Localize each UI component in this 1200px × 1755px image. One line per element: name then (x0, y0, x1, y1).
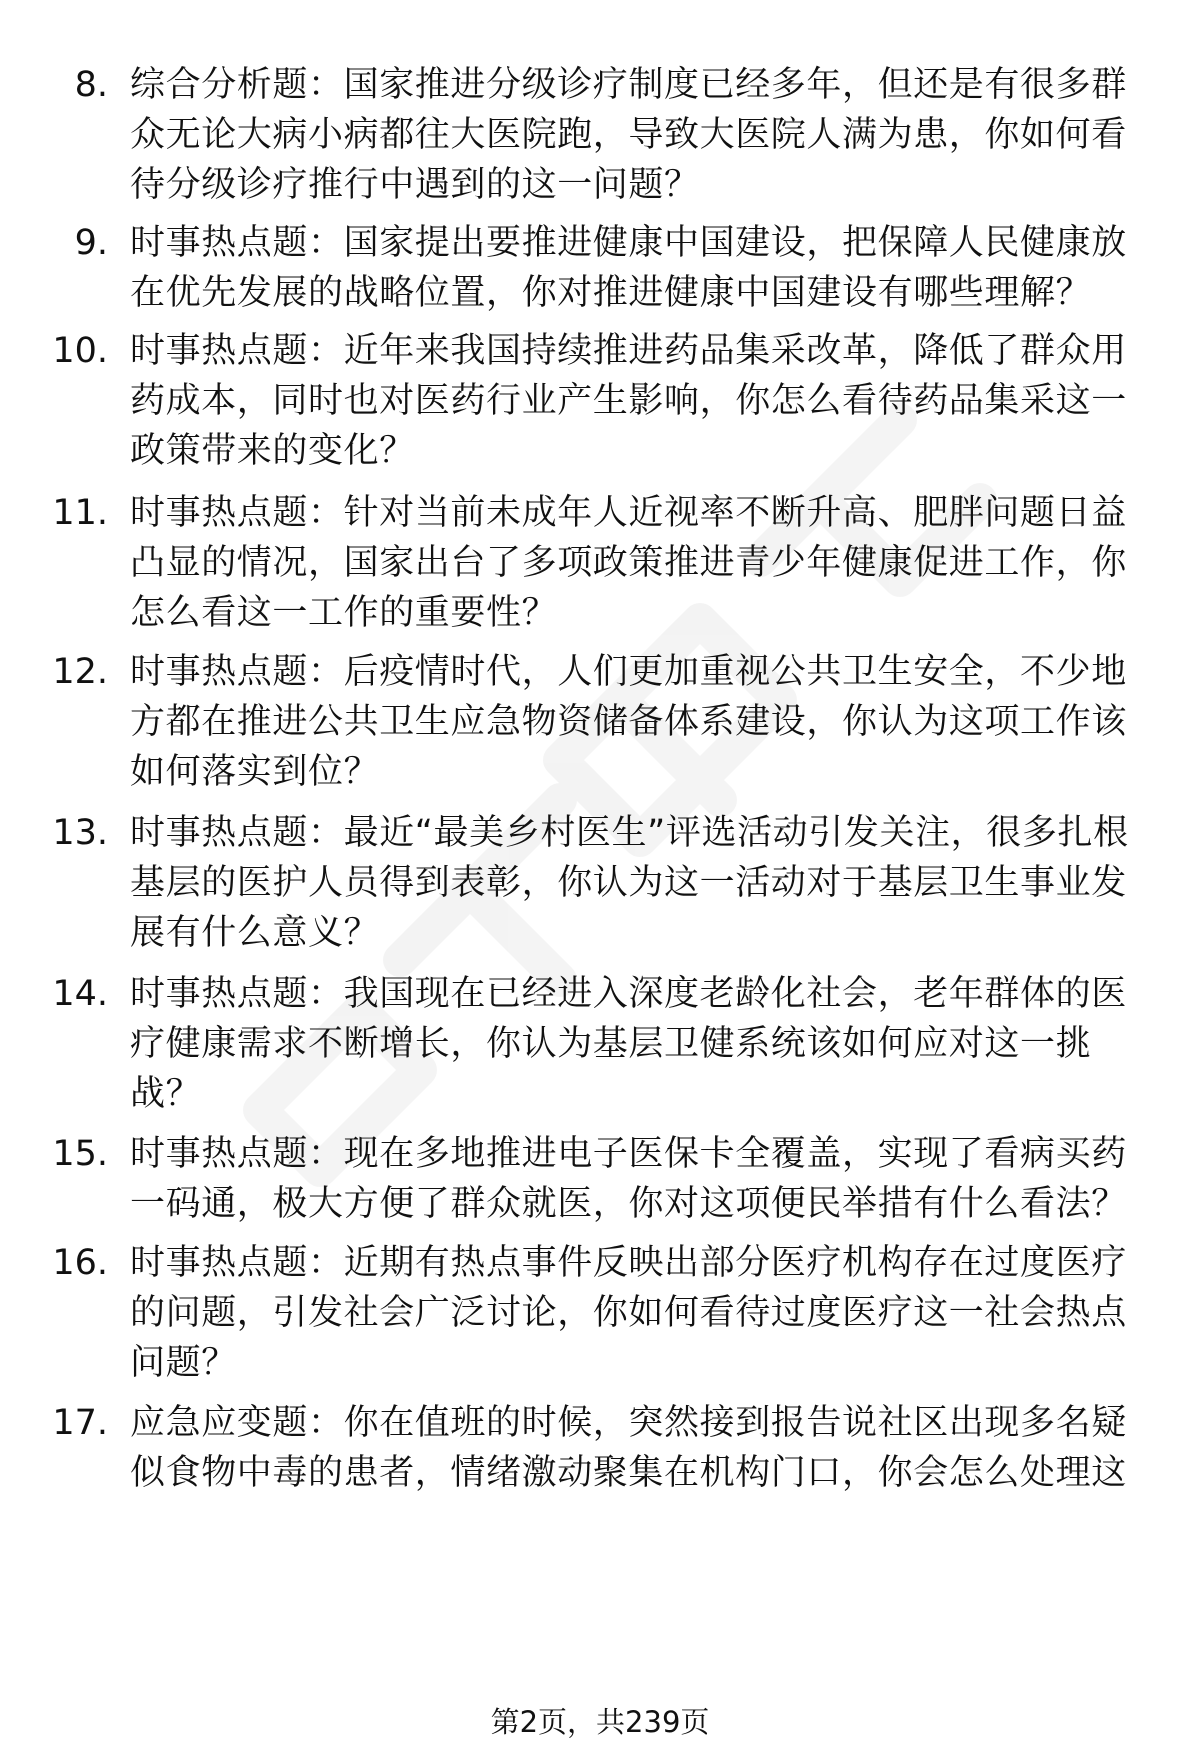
question-text: 时事热点题：国家提出要推进健康中国建设，把保障人民健康放在优先发展的战略位置，你对推进健康中国建设有哪些理解？ (130, 223, 1127, 313)
question-number: 10. (52, 331, 108, 371)
question-number: 14. (52, 974, 108, 1014)
question-number: 17. (52, 1403, 108, 1443)
question-number: 9. (74, 223, 108, 263)
question-text: 时事热点题：近期有热点事件反映出部分医疗机构存在过度医疗的问题，引发社会广泛讨论，你如何看待过度医疗这一社会热点问题？ (130, 1243, 1127, 1383)
question-text: 时事热点题：最近“最美乡村医生”评选活动引发关注，很多扎根基层的医护人员得到表彰，你认为这一活动对于基层卫生事业发展有什么意义？ (130, 813, 1129, 953)
question-text: 时事热点题：我国现在已经进入深度老龄化社会，老年群体的医疗健康需求不断增长，你认为基层卫健系统该如何应对这一挑战？ (130, 974, 1127, 1114)
question-text: 时事热点题：针对当前未成年人近视率不断升高、肥胖问题日益凸显的情况，国家出台了多项政策推进青少年健康促进工作，你怎么看这一工作的重要性？ (130, 493, 1127, 633)
question-number: 15. (52, 1134, 108, 1174)
question-text: 应急应变题：你在值班的时候，突然接到报告说社区出现多名疑似食物中毒的患者，情绪激动聚集在机构门口，你会怎么处理这 (130, 1403, 1127, 1493)
question-number: 8. (74, 65, 108, 105)
question-number: 16. (52, 1243, 108, 1283)
question-text: 综合分析题：国家推进分级诊疗制度已经多年，但还是有很多群众无论大病小病都往大医院跑，导致大医院人满为患，你如何看待分级诊疗推行中遇到的这一问题？ (130, 65, 1127, 205)
question-number: 11. (52, 493, 108, 533)
question-text: 时事热点题：现在多地推进电子医保卡全覆盖，实现了看病买药一码通，极大方便了群众就医，你对这项便民举措有什么看法？ (130, 1134, 1127, 1224)
question-number: 12. (52, 652, 108, 692)
question-text: 时事热点题：近年来我国持续推进药品集采改革，降低了群众用药成本，同时也对医药行业产生影响，你怎么看待药品集采这一政策带来的变化？ (130, 331, 1127, 471)
question-number: 13. (52, 813, 108, 853)
question-text: 时事热点题：后疫情时代，人们更加重视公共卫生安全，不少地方都在推进公共卫生应急物资储备体系建设，你认为这项工作该如何落实到位？ (130, 652, 1127, 792)
page-footer: 第2页，共239页 (490, 1705, 710, 1739)
